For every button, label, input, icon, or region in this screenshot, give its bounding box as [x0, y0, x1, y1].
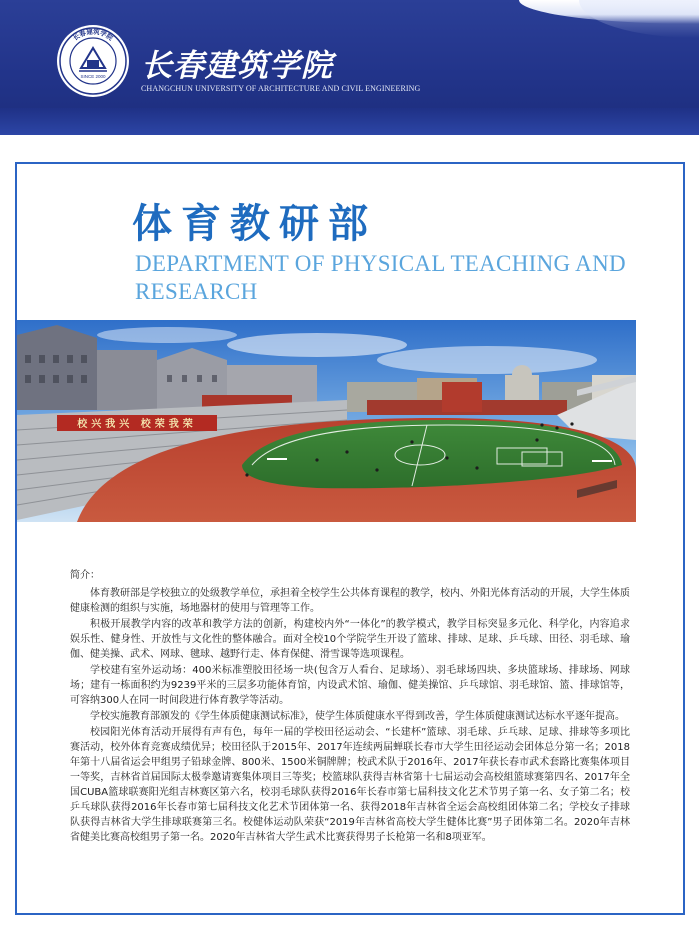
- header-wave-decoration-2: [579, 0, 699, 38]
- intro-label: 简介：: [70, 570, 100, 581]
- intro-paragraph-2: 积极开展教学内容的改革和教学方法的创新，构建校内外“一体化”的教学模式，教学目标突显多元化、科学化，内容追求娱乐性、健身性、开放性与文化性的整体融合。面对全校10个学院学生开设了篮球、排球、足球、乒乓球、田径、羽毛球、瑜伽、健美操、武术、网球、毽球、越野行走、体育保健、滑雪课等选项课程。: [70, 619, 630, 660]
- intro-paragraph-5: 校园阳光体育活动开展得有声有色，每年一届的学校田径运动会、“长建杯”篮球、羽毛球、乒乓球、足球、排球等多项比赛活动，校外体育竞赛成绩优异；校田径队于2015年、2017年连续两届蝉联长春市大学生田径运动会团体总分第一名；2018年第十八届省运会甲组男子铅球金牌、800米、1500米铜牌牌；校武术队于2016年、2017年获长春市武术套路比赛集体项目一等奖，吉林省首届国际太极拳邀请赛集体项目三等奖；校篮球队获得吉林省第十七届运动会高校組篮球赛第四名、2017年全国CUBA篮球联赛阳光组吉林赛区第六名，校羽毛球队获得2016年长春市第七届科技文化艺术节男子第一名、女子第二名；校乒乓球队获得2016年长春市第七届科技文化艺术节团体第一名、获得2018年吉林省全运会高校组团体第二名；学校女子排球队获得吉林省大学生排球联赛第三名。校健体运动队荣获“2019年吉林省高校大学生健体比赛”男子团体第二名。2020年吉林省健美比赛高校组男子第一名。2020年吉林省大学生武术比赛获得男子长枪第一名和8项亚军。: [70, 727, 630, 843]
- header-banner: [0, 0, 699, 135]
- stadium-banner-text: 校兴我兴 校荣我荣: [77, 419, 197, 430]
- intro-paragraph-3: 学校建有室外运动场：400米标准塑胶田径场一块(包含万人看台、足球场）、羽毛球场四块、多块篮球场、排球场、网球场；建有一栋面积约为9239平米的三层多功能体育馆，内设武术馆、瑜伽、健美操馆、乒乓球馆、羽毛球馆、篮、排球馆等，可容纳300人在同一时间段进行体育教学等活动。: [70, 665, 630, 706]
- intro-paragraph-4: 学校实施教育部颁发的《学生体质健康测试标准》，使学生体质健康水平得到改善，学生体质健康测试达标水平逐年提高。: [90, 711, 625, 722]
- university-name-en: CHANGCHUN UNIVERSITY OF ARCHITECTURE AND CIVIL ENGINEERING: [141, 84, 421, 93]
- intro-section: [70, 568, 630, 846]
- campus-stadium-photo: [17, 320, 636, 522]
- intro-paragraph-1: 体育教研部是学校独立的处级教学单位，承担着全校学生公共体育课程的教学，校内、外阳光体育活动的开展，大学生体质健康检测的组织与实施，场地器材的使用与管理等工作。: [70, 588, 630, 614]
- header-stripe: [0, 108, 699, 135]
- university-seal-icon: [56, 24, 130, 98]
- stadium-illustration: [17, 320, 636, 522]
- page-title-en: DEPARTMENT OF PHYSICAL TEACHING AND RESEARCH: [135, 251, 626, 304]
- page-title-cn: 体育教研部: [132, 201, 377, 247]
- seal-ring-text: 长春建筑学院: [71, 27, 115, 43]
- seal-since-text: SINCE 2000: [80, 74, 106, 79]
- university-name-cn: 长春建筑学院: [141, 48, 333, 84]
